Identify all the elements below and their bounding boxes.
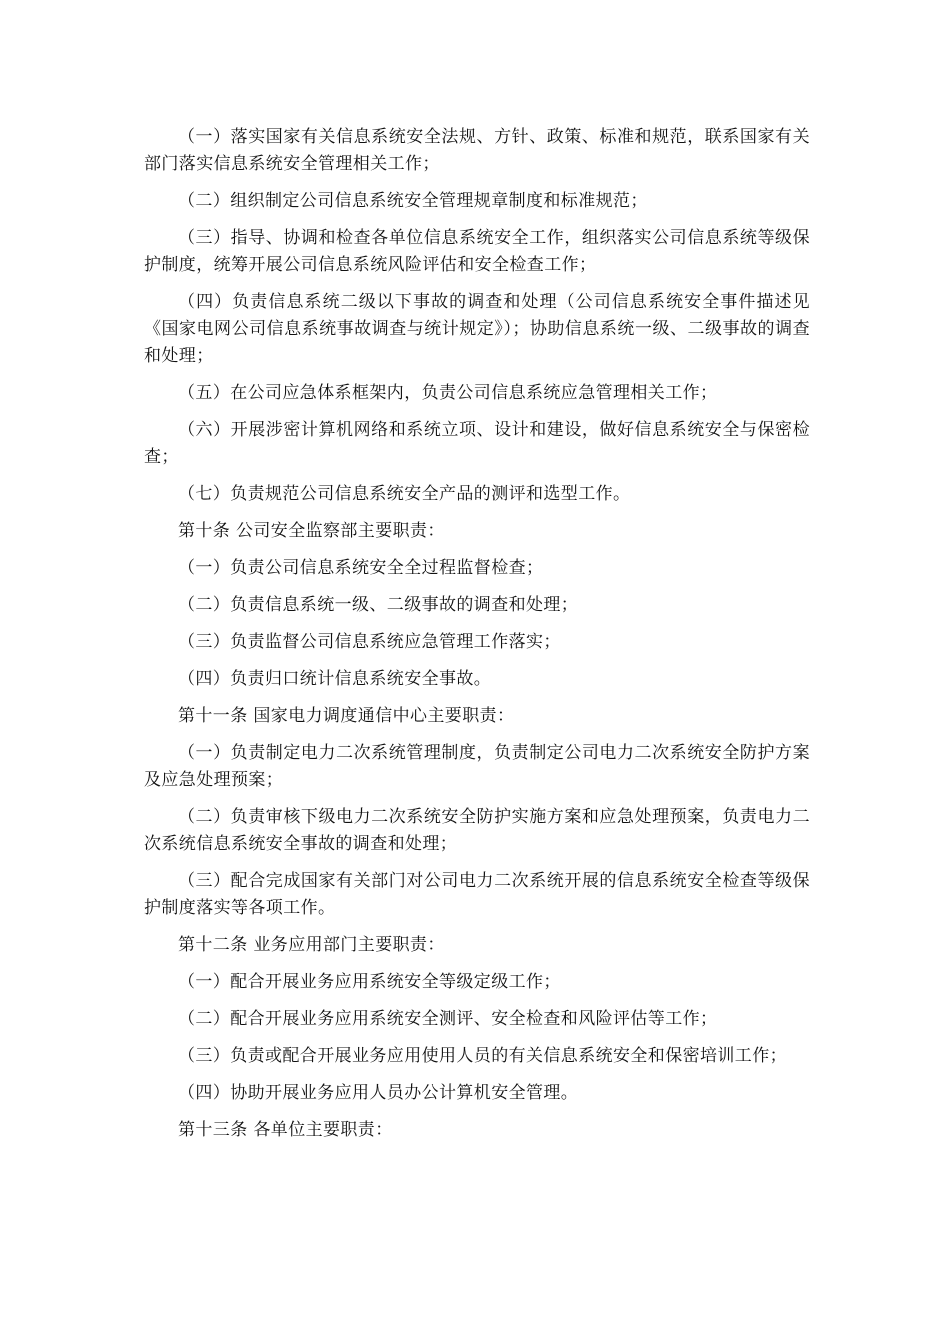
paragraph: （二）配合开展业务应用系统安全测评、安全检查和风险评估等工作； — [178, 1009, 718, 1029]
article-heading: 第十一条 国家电力调度通信中心主要职责： — [178, 706, 515, 726]
article-heading: 第十二条 业务应用部门主要职责： — [178, 935, 445, 955]
paragraph: （四）负责信息系统二级以下事故的调查和处理（公司信息系统安全事件描述见《国家电网公司信息系统事故调查与统计规定》）；协助信息系统一级、二级事故的调查和处理； — [144, 292, 810, 366]
paragraph: （三）配合完成国家有关部门对公司电力二次系统开展的信息系统安全检查等级保护制度落实等各项工作。 — [144, 871, 810, 918]
paragraph: （四）协助开展业务应用人员办公计算机安全管理。 — [178, 1083, 579, 1103]
paragraph: （四）负责归口统计信息系统安全事故。 — [178, 669, 492, 689]
paragraph: （六）开展涉密计算机网络和系统立项、设计和建设，做好信息系统安全与保密检查； — [144, 420, 810, 467]
paragraph: （一）负责制定电力二次系统管理制度，负责制定公司电力二次系统安全防护方案及应急处理预案； — [144, 743, 810, 790]
paragraph: （三）指导、协调和检查各单位信息系统安全工作，组织落实公司信息系统等级保护制度，统筹开展公司信息系统风险评估和安全检查工作； — [144, 228, 810, 275]
article-heading: 第十三条 各单位主要职责： — [178, 1120, 393, 1140]
article-heading: 第十条 公司安全监察部主要职责： — [178, 521, 445, 541]
paragraph: （一）配合开展业务应用系统安全等级定级工作； — [178, 972, 561, 992]
paragraph: （一）负责公司信息系统安全全过程监督检查； — [178, 558, 544, 578]
paragraph: （二）负责信息系统一级、二级事故的调查和处理； — [178, 595, 579, 615]
paragraph: （二）组织制定公司信息系统安全管理规章制度和标准规范； — [178, 191, 648, 211]
paragraph: （三）负责或配合开展业务应用使用人员的有关信息系统安全和保密培训工作； — [178, 1046, 787, 1066]
document-body — [144, 124, 810, 1154]
paragraph: （三）负责监督公司信息系统应急管理工作落实； — [178, 632, 561, 652]
paragraph: （二）负责审核下级电力二次系统安全防护实施方案和应急处理预案，负责电力二次系统信息系统安全事故的调查和处理； — [144, 807, 810, 854]
paragraph: （一）落实国家有关信息系统安全法规、方针、政策、标准和规范，联系国家有关部门落实信息系统安全管理相关工作； — [144, 127, 810, 174]
paragraph: （五）在公司应急体系框架内，负责公司信息系统应急管理相关工作； — [178, 383, 718, 403]
paragraph: （七）负责规范公司信息系统安全产品的测评和选型工作。 — [178, 484, 631, 504]
